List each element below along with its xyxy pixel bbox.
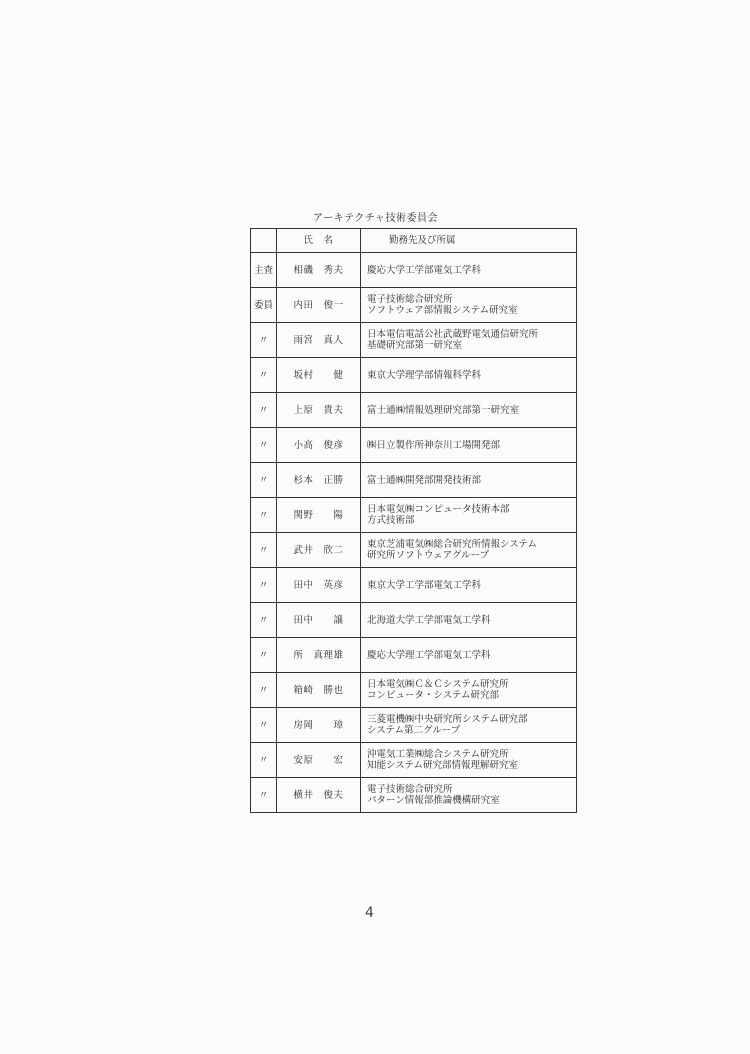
member-name: 坂村 健	[277, 358, 361, 393]
member-affiliation	[361, 463, 577, 498]
member-affiliation	[361, 568, 577, 603]
affiliation-line: 方式技術部	[367, 515, 415, 526]
table-row	[251, 393, 577, 428]
affiliation-line: 電子技術総合研究所	[367, 294, 453, 305]
member-name: 小高 俊彦	[277, 428, 361, 463]
member-name: 安原 宏	[277, 743, 361, 778]
table-row	[251, 288, 577, 323]
member-role: 〃	[251, 533, 277, 568]
member-role: 主査	[251, 253, 277, 288]
affiliation-line: 電子技術総合研究所	[367, 784, 453, 795]
table-row	[251, 673, 577, 708]
affiliation-line: 東京大学工学部電気工学科	[367, 579, 482, 591]
table-row	[251, 603, 577, 638]
member-role: 〃	[251, 603, 277, 638]
affiliation-line: 知能システム研究部情報理解研究室	[367, 760, 519, 771]
table-row	[251, 743, 577, 778]
table-row	[251, 358, 577, 393]
affiliation-line: 富士通㈱開発部開発技術部	[367, 474, 482, 486]
member-role: 〃	[251, 743, 277, 778]
member-affiliation	[361, 323, 577, 358]
member-role: 〃	[251, 638, 277, 673]
table-row	[251, 463, 577, 498]
affiliation-line: 日本電気㈱コンピュータ技術本部	[367, 504, 510, 515]
member-role: 〃	[251, 323, 277, 358]
member-name: 横井 俊夫	[277, 778, 361, 813]
affiliation-line: パターン情報部推論機構研究室	[367, 795, 500, 806]
member-role: 〃	[251, 568, 277, 603]
member-role: 〃	[251, 778, 277, 813]
affiliation-line: 北海道大学工学部電気工学科	[367, 614, 491, 626]
header-role	[251, 229, 277, 253]
member-name: 相磯 秀夫	[277, 253, 361, 288]
affiliation-line: ソフトウェア部情報システム研究室	[367, 305, 518, 316]
affiliation-line: 日本電気㈱Ｃ＆Ｃシステム研究所	[367, 679, 509, 690]
member-name: 箱崎 勝也	[277, 673, 361, 708]
affiliation-line: 三菱電機㈱中央研究所システム研究部	[367, 714, 528, 725]
member-role: 〃	[251, 358, 277, 393]
member-name: 所 真理雄	[277, 638, 361, 673]
member-name: 関野 陽	[277, 498, 361, 533]
table-row	[251, 498, 577, 533]
member-name: 田中 譲	[277, 603, 361, 638]
committee-title: アーキテクチャ技術委員会	[313, 213, 438, 224]
member-role: 〃	[251, 428, 277, 463]
affiliation-line: ㈱日立製作所神奈川工場開発部	[367, 439, 501, 451]
member-name: 杉本 正勝	[277, 463, 361, 498]
member-affiliation	[361, 778, 577, 813]
affiliation-line: 富士通㈱情報処理研究部第一研究室	[367, 404, 520, 416]
affiliation-line: 東京大学理学部情報科学科	[367, 369, 482, 381]
member-name: 武井 欣二	[277, 533, 361, 568]
table-row	[251, 253, 577, 288]
header-name: 氏 名	[277, 229, 361, 253]
affiliation-line: 慶応大学工学部電気工学科	[367, 264, 482, 276]
affiliation-line: 沖電気工業㈱総合システム研究所	[367, 749, 509, 760]
affiliation-line: コンピュータ・システム研究部	[367, 690, 500, 701]
table-header-row	[251, 229, 577, 253]
member-affiliation	[361, 533, 577, 568]
member-name: 田中 英彦	[277, 568, 361, 603]
affiliation-line: 基礎研究部第一研究室	[367, 340, 463, 351]
member-role: 〃	[251, 463, 277, 498]
member-affiliation	[361, 498, 577, 533]
committee-roster-table	[250, 228, 577, 813]
affiliation-line: 慶応大学理工学部電気工学科	[367, 649, 491, 661]
table-row	[251, 708, 577, 743]
affiliation-line: システム第二グループ	[367, 725, 461, 736]
table-row	[251, 638, 577, 673]
member-name: 雨宮 真人	[277, 323, 361, 358]
member-name: 房岡 璋	[277, 708, 361, 743]
member-role: 〃	[251, 393, 277, 428]
table-row	[251, 323, 577, 358]
table-row	[251, 428, 577, 463]
affiliation-line: 東京芝浦電気㈱総合研究所情報システム	[367, 539, 538, 550]
member-affiliation	[361, 708, 577, 743]
member-affiliation	[361, 288, 577, 323]
member-role: 〃	[251, 673, 277, 708]
affiliation-line: 研究所ソフトウェアグループ	[367, 550, 490, 561]
member-affiliation	[361, 358, 577, 393]
table-row	[251, 778, 577, 813]
affiliation-line: 日本電信電話公社武蔵野電気通信研究所	[367, 329, 539, 340]
member-role: 〃	[251, 708, 277, 743]
member-name: 上原 貴夫	[277, 393, 361, 428]
member-name: 内田 俊一	[277, 288, 361, 323]
member-affiliation	[361, 253, 577, 288]
header-affiliation: 勤務先及び所属	[361, 229, 577, 253]
table-row	[251, 533, 577, 568]
member-affiliation	[361, 638, 577, 673]
member-role: 〃	[251, 498, 277, 533]
member-affiliation	[361, 393, 577, 428]
member-affiliation	[361, 673, 577, 708]
page-number: 4	[365, 905, 374, 921]
member-role: 委員	[251, 288, 277, 323]
member-affiliation	[361, 428, 577, 463]
member-affiliation	[361, 603, 577, 638]
table-row	[251, 568, 577, 603]
member-affiliation	[361, 743, 577, 778]
